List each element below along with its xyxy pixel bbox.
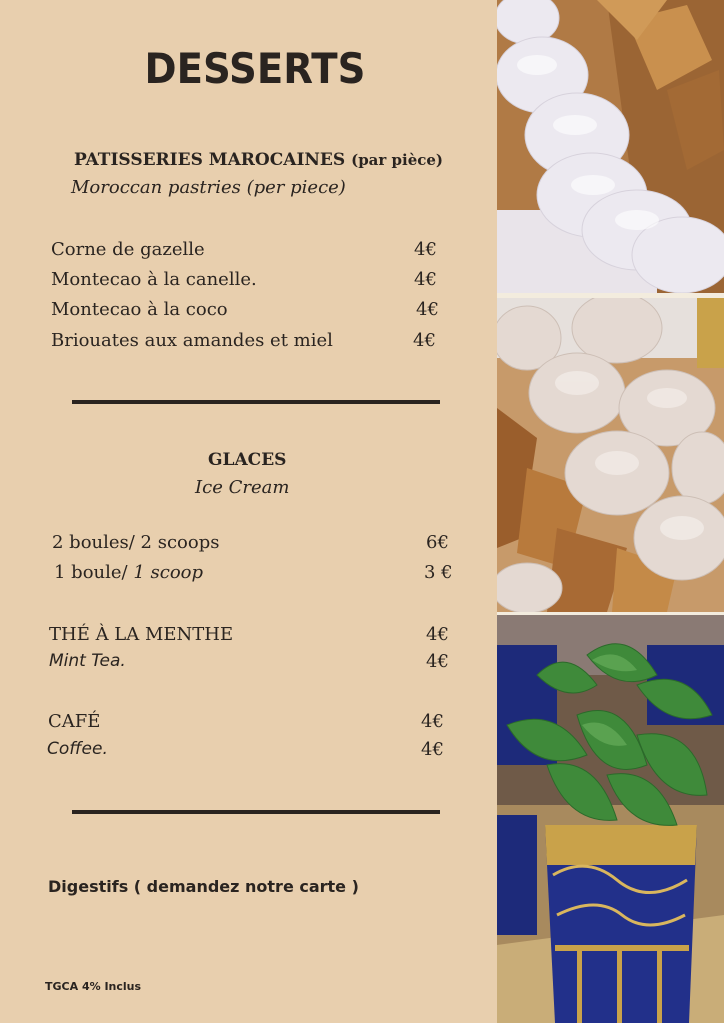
menu-item-price: 4€ xyxy=(416,299,439,320)
menu-item-name: Montecao à la canelle. xyxy=(51,269,257,290)
menu-item-price: 4€ xyxy=(414,269,437,290)
menu-item-name: Briouates aux amandes et miel xyxy=(51,330,333,351)
pastries-heading-suffix: (par pièce) xyxy=(351,151,444,169)
photo-column xyxy=(497,0,724,1023)
pastries-heading xyxy=(74,150,443,170)
tea-name: THÉ À LA MENTHE xyxy=(49,624,234,645)
section-divider xyxy=(72,400,440,404)
menu-item-name: Corne de gazelle xyxy=(51,239,205,260)
digestifs-note: Digestifs ( demandez notre carte ) xyxy=(48,877,359,896)
menu-item-name: 2 boules/ 2 scoops xyxy=(52,532,220,553)
tea-subtitle: Mint Tea. xyxy=(49,651,126,671)
pastries-subtitle: Moroccan pastries (per piece) xyxy=(71,177,346,198)
menu-item-name: Montecao à la coco xyxy=(51,299,228,320)
coffee-name: CAFÉ xyxy=(48,711,101,732)
coffee-sub-price: 4€ xyxy=(421,739,444,760)
menu-item-price: 4€ xyxy=(413,330,436,351)
white-cookies-photo xyxy=(497,0,724,295)
coffee-subtitle: Coffee. xyxy=(47,739,108,759)
menu-title: DESSERTS xyxy=(144,44,366,93)
mint-tea-glass-photo xyxy=(497,615,724,1023)
menu-item-price: 3 € xyxy=(424,562,453,583)
pastries-heading-text: PATISSERIES MAROCAINES xyxy=(74,150,346,170)
coconut-cookies-photo xyxy=(497,298,724,612)
menu-item-name-part: 1 boule/ xyxy=(54,562,134,583)
tax-note: TGCA 4% Inclus xyxy=(45,980,142,993)
ice-cream-heading: GLACES xyxy=(208,450,287,470)
menu-item-price: 6€ xyxy=(426,532,449,553)
coffee-price: 4€ xyxy=(421,711,444,732)
section-divider xyxy=(72,810,440,814)
menu-item-name xyxy=(54,562,203,583)
ice-cream-subtitle: Ice Cream xyxy=(195,477,290,498)
menu-item-price: 4€ xyxy=(414,239,437,260)
menu-item-name-italic: 1 scoop xyxy=(133,562,204,583)
tea-price: 4€ xyxy=(426,624,449,645)
tea-sub-price: 4€ xyxy=(426,651,449,672)
